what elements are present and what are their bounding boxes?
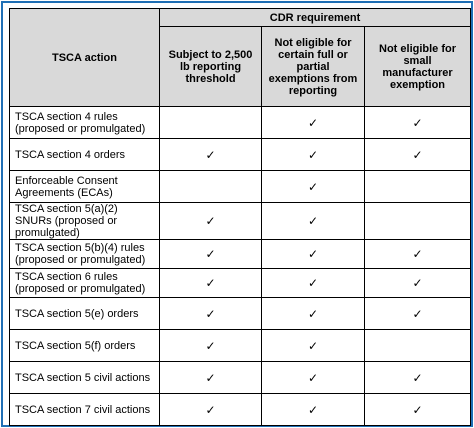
action-cell: TSCA section 5(a)(2) SNURs (proposed or promulgated): [10, 203, 160, 240]
check-mark: ✓: [262, 362, 365, 394]
check-mark: ✓: [160, 298, 262, 330]
table-row: [10, 203, 471, 240]
check-mark: ✓: [365, 107, 471, 139]
table-row: [10, 394, 471, 426]
check-mark: ✓: [365, 240, 471, 269]
column-header-small-manufacturer: Not eligible for small manufacturer exemption: [365, 27, 471, 107]
check-mark: ✓: [160, 203, 262, 240]
check-cell: [365, 203, 471, 240]
action-cell: TSCA section 4 rules (proposed or promulgated): [10, 107, 160, 139]
check-mark: ✓: [365, 394, 471, 426]
check-mark: ✓: [365, 139, 471, 171]
check-mark: ✓: [160, 330, 262, 362]
cdr-requirement-header: CDR requirement: [160, 9, 471, 27]
check-mark: ✓: [160, 394, 262, 426]
table-row: [10, 298, 471, 330]
check-mark: ✓: [262, 139, 365, 171]
column-header-exemptions: Not eligible for certain full or partial exemptions from reporting: [262, 27, 365, 107]
tsca-action-header: TSCA action: [10, 9, 160, 107]
check-mark: ✓: [262, 240, 365, 269]
check-mark: ✓: [160, 240, 262, 269]
table-frame: [1, 1, 473, 427]
action-cell: TSCA section 5(b)(4) rules (proposed or promulgated): [10, 240, 160, 269]
check-mark: ✓: [365, 362, 471, 394]
check-mark: ✓: [262, 298, 365, 330]
check-mark: ✓: [160, 362, 262, 394]
check-cell: [160, 171, 262, 203]
check-mark: ✓: [262, 171, 365, 203]
action-cell: TSCA section 7 civil actions: [10, 394, 160, 426]
check-cell: [160, 107, 262, 139]
table-row: [10, 171, 471, 203]
table-row: [10, 240, 471, 269]
action-cell: TSCA section 5 civil actions: [10, 362, 160, 394]
column-header-threshold: Subject to 2,500 lb reporting threshold: [160, 27, 262, 107]
table-row: [10, 362, 471, 394]
action-cell: TSCA section 6 rules (proposed or promulgated): [10, 269, 160, 298]
action-cell: Enforceable Consent Agreements (ECAs): [10, 171, 160, 203]
cdr-requirements-table: [9, 8, 471, 426]
table-row: [10, 139, 471, 171]
table-row: [10, 330, 471, 362]
check-mark: ✓: [160, 269, 262, 298]
check-mark: ✓: [262, 330, 365, 362]
check-mark: ✓: [262, 394, 365, 426]
check-cell: [365, 171, 471, 203]
check-mark: ✓: [262, 203, 365, 240]
check-mark: ✓: [262, 107, 365, 139]
action-cell: TSCA section 5(e) orders: [10, 298, 160, 330]
table-row: [10, 107, 471, 139]
table-row: [10, 269, 471, 298]
check-mark: ✓: [365, 269, 471, 298]
check-mark: ✓: [262, 269, 365, 298]
action-cell: TSCA section 5(f) orders: [10, 330, 160, 362]
action-cell: TSCA section 4 orders: [10, 139, 160, 171]
check-cell: [365, 330, 471, 362]
check-mark: ✓: [160, 139, 262, 171]
check-mark: ✓: [365, 298, 471, 330]
